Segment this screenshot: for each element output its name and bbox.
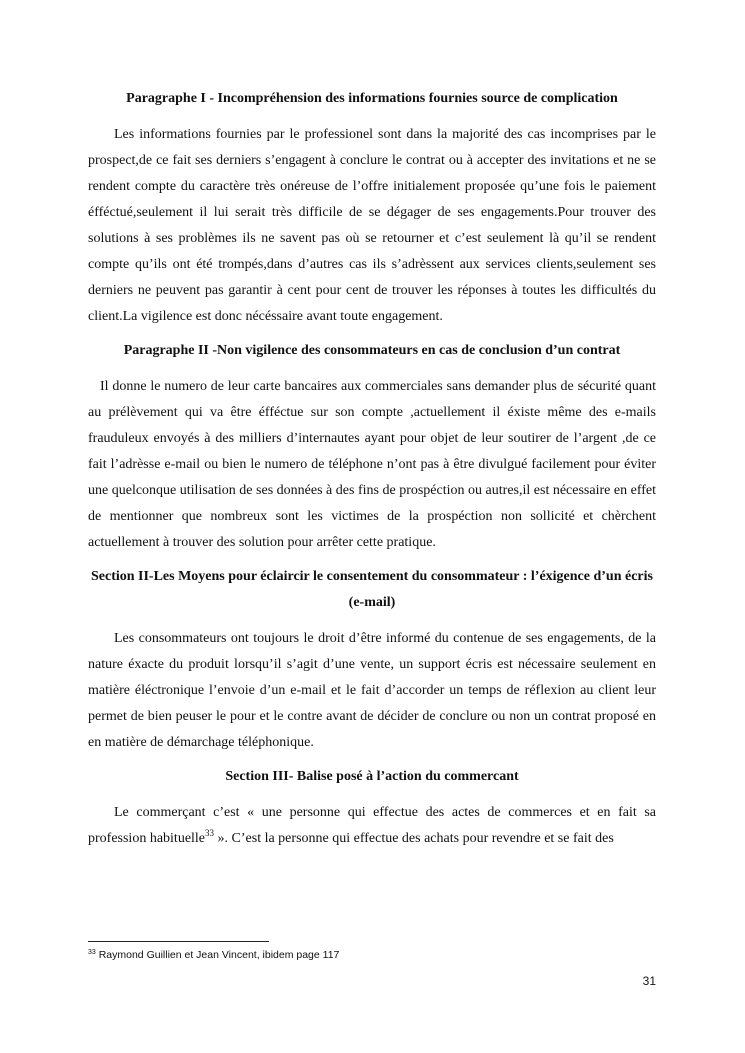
footnote-separator [88,941,269,942]
footnote-text: Raymond Guillien et Jean Vincent, ibidem page 117 [95,949,340,961]
heading-section-3: Section III- Balise posé à l’action du commercant [225,769,519,784]
heading-section-2: Section II-Les Moyens pour éclaircir le consentement du consommateur : l’éxigence d’un écris (e-mail) [90,569,653,610]
page-content [88,86,656,860]
heading-paragraphe-2: Paragraphe II -Non vigilence des consommateurs en cas de conclusion d’un contrat [123,343,621,358]
body-paragraph-3: Les consommateurs ont toujours le droit d’être informé du contenue de ses engagements, de la nature éxacte du produit lorsqu’il s’agit d’une vente, un support écris est nécessaire seulement en matière éléctronique l’envoie d’un e-mail et le fait d’accorder un temps de réflexion au client leur permet de bien peuser le pour et le contre avant de décider de conclure ou non un contrat proposé en en matière de démarchage téléphonique. [88,631,656,750]
paragraph-4-text-start: Le commerçant c’est « une personne qui effectue des actes de commerces et en fait sa profession habituelle [88,805,656,846]
body-paragraph-4 [88,800,656,852]
footnote-reference: 33 [205,828,215,838]
body-paragraph-2: Il donne le numero de leur carte bancaires aux commerciales sans demander plus de sécurité quant au prélèvement qui va être éfféctue sur son compte ,actuellement il éxiste même des e-mails frauduleux envoyés à des milliers d’internautes ayant pour objet de leur soutirer de l’argent ,de ce fait l’adrèsse e-mail ou bien le numero de téléphone n’ont pas à être divulgué facilement pour éviter une quelconque utilisation de ses données à des fins de prospéction ou autres,il est nécessaire en effet de mentionner que nombreux sont les victimes de la prospéction non sollicité et chèrchent actuellement à trouver des solution pour arrêter cette pratique. [88,379,656,550]
paragraph-4-text-end: ». C’est la personne qui effectue des achats pour revendre et se fait des [214,831,614,846]
body-paragraph-1: Les informations fournies par le professionel sont dans la majorité des cas incomprises par le prospect,de ce fait ses derniers s’engagent à conclure le contrat ou à accepter des invitations et ne se rendent compte du caractère très onéreuse de l’offre initialement proposée qu’une fois le paiement éfféctué,seulement il lui serait très difficile de se dégager de ses engagements.Pour trouver des solutions à ses problèmes ils ne savent pas où se retourner et c’est seulement là qu’il se rendent compte qu’ils ont été trompés,dans d’autres cas ils s’adrèssent aux services clients,seulement ses derniers ne peuvent pas garantir à cent pour cent de trouver les réponses à toutes les difficultés du client.La vigilence est donc nécéssaire avant toute engagement. [88,127,656,324]
heading-paragraphe-1: Paragraphe I - Incompréhension des informations fournies source de complication [126,91,618,106]
footnote [88,948,656,962]
footnote-number: 33 [88,949,96,956]
page-number: 31 [642,974,656,988]
